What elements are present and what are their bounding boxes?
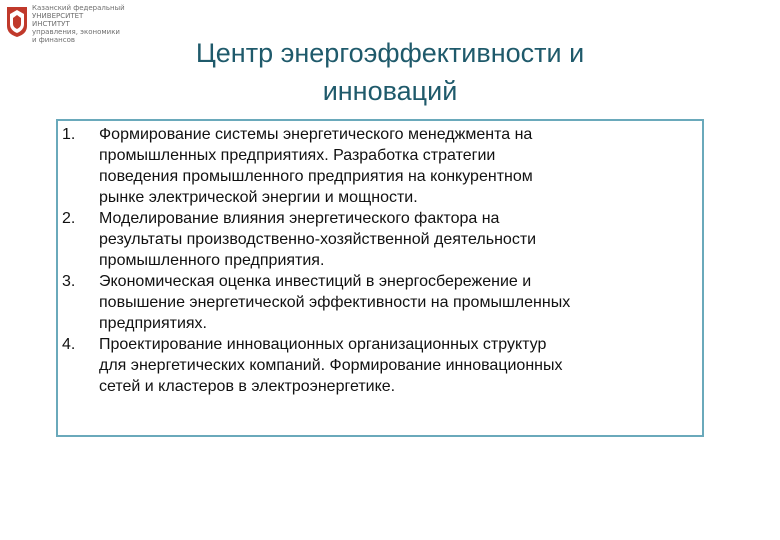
item-text xyxy=(99,271,570,334)
item-number: 2. xyxy=(62,210,76,227)
title-line-1: Центр энергоэффективности и xyxy=(195,38,585,68)
item-line: повышение энергетической эффективности на промышленных xyxy=(99,294,571,311)
item-line: предприятиях. xyxy=(99,315,207,332)
item-line: Экономическая оценка инвестиций в энергосбережение и xyxy=(99,273,532,290)
page-title xyxy=(60,34,720,110)
list-item xyxy=(62,124,694,208)
title-line-2: инноваций xyxy=(322,76,458,106)
logo-line: УНИВЕРСИТЕТ xyxy=(32,12,84,20)
university-emblem-icon xyxy=(6,6,28,38)
item-text xyxy=(99,208,536,271)
list-item xyxy=(62,208,694,271)
item-line: Моделирование влияния энергетического фактора на xyxy=(99,210,500,227)
item-line: промышленного предприятия. xyxy=(99,252,325,269)
item-line: поведения промышленного предприятия на конкурентном xyxy=(99,168,533,185)
item-line: Формирование системы энергетического менеджмента на xyxy=(99,126,533,143)
item-line: Проектирование инновационных организационных структур xyxy=(99,336,547,353)
logo-line: управления, экономики xyxy=(32,28,120,36)
logo-line: и финансов xyxy=(32,36,76,44)
item-number: 3. xyxy=(62,273,76,290)
content-box xyxy=(56,119,704,437)
numbered-list xyxy=(62,124,694,397)
logo-line: Казанский федеральный xyxy=(32,4,125,12)
item-number: 4. xyxy=(62,336,76,353)
item-line: результаты производственно-хозяйственной деятельности xyxy=(99,231,537,248)
item-line: рынке электрической энергии и мощности. xyxy=(99,189,418,206)
item-line: для энергетических компаний. Формирование инновационных xyxy=(99,357,563,374)
item-text xyxy=(99,334,562,397)
list-item xyxy=(62,334,694,397)
item-line: промышленных предприятиях. Разработка стратегии xyxy=(99,147,496,164)
list-item xyxy=(62,271,694,334)
item-text xyxy=(99,124,533,208)
item-line: сетей и кластеров в электроэнергетике. xyxy=(99,378,396,395)
item-number: 1. xyxy=(62,126,76,143)
logo-line: ИНСТИТУТ xyxy=(32,20,70,28)
